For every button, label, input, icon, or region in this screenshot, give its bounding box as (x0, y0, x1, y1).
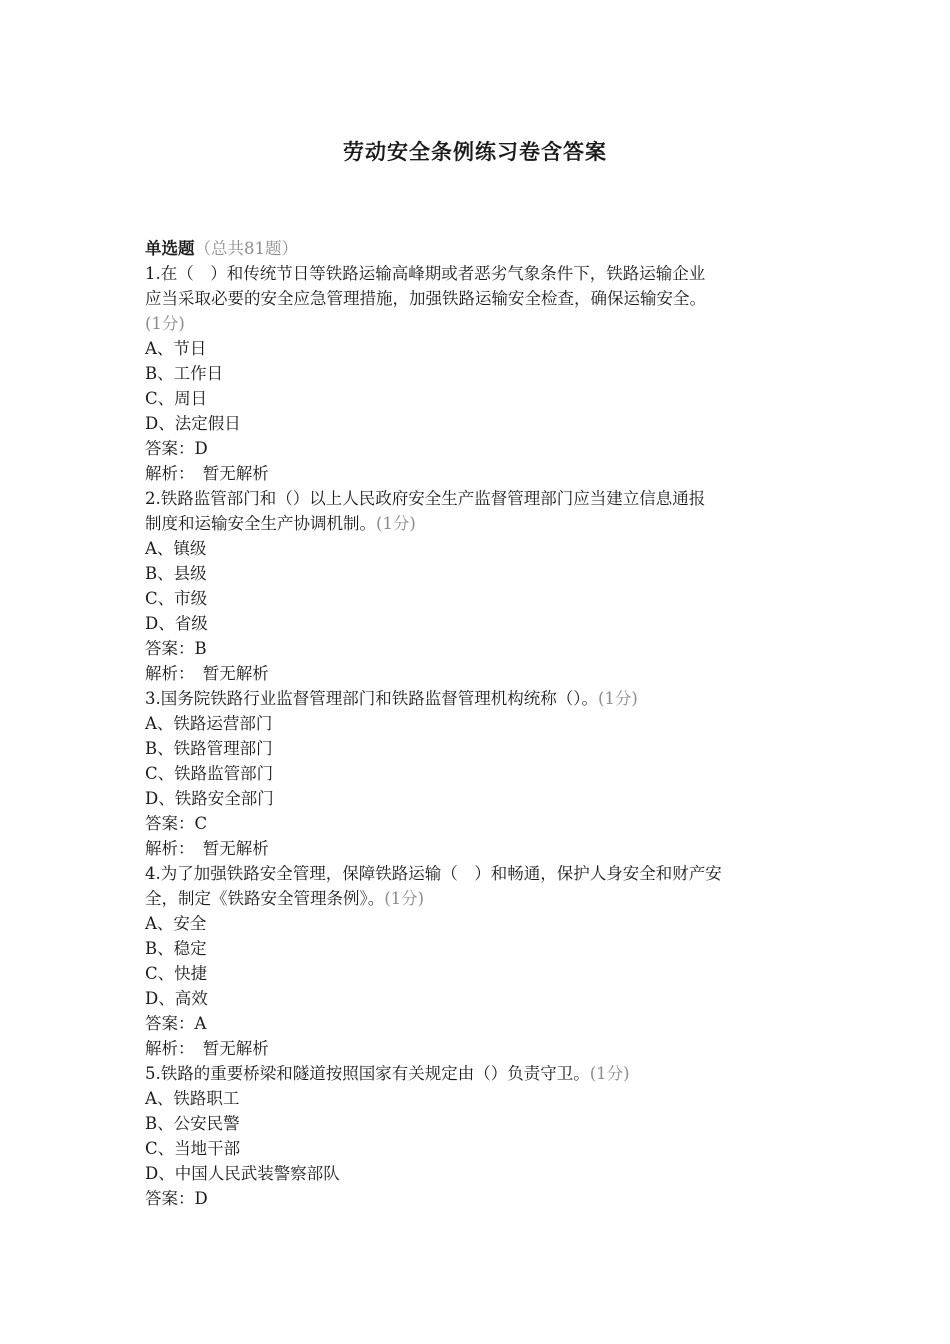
question-stem-line (145, 286, 813, 311)
question-stem-text: 全，制定《铁路安全管理条例》。 (145, 889, 385, 908)
document-title: 劳动安全条例练习卷含答案 (343, 139, 607, 164)
question-stem-text: 3.国务院铁路行业监督管理部门和铁路监督管理机构统称（）。 (145, 689, 598, 708)
question-stem-line (145, 686, 813, 711)
question-score: (1分) (384, 889, 425, 908)
question-stem-text: 1.在（ ）和传统节日等铁路运输高峰期或者恶劣气象条件下，铁路运输企业 (145, 264, 706, 283)
question-3 (145, 686, 813, 861)
answer-analysis: 解析： 暂无解析 (145, 464, 269, 483)
answer-analysis: 解析： 暂无解析 (145, 1039, 269, 1058)
question-stem-line (145, 861, 813, 886)
answer-key: 答案：C (145, 814, 208, 833)
question-score: (1分) (145, 314, 185, 333)
answer-option: C、快捷 (145, 964, 208, 983)
answer-option: B、公安民警 (145, 1114, 240, 1133)
answer-key: 答案：D (145, 1189, 208, 1208)
questions-container (145, 261, 813, 1211)
question-score: (1分) (598, 689, 638, 708)
answer-option: D、中国人民武装警察部队 (145, 1164, 340, 1183)
answer-key: 答案：A (145, 1014, 207, 1033)
answer-option: A、铁路职工 (145, 1089, 240, 1108)
question-2 (145, 486, 813, 686)
question-stem-text: 4.为了加强铁路安全管理，保障铁路运输（ ）和畅通，保护人身安全和财产安 (145, 864, 722, 883)
question-stem-line (145, 261, 813, 286)
answer-analysis: 解析： 暂无解析 (145, 839, 269, 858)
answer-option: D、铁路安全部门 (145, 789, 274, 808)
question-1 (145, 261, 813, 486)
question-stem-text: 应当采取必要的安全应急管理措施，加强铁路运输安全检查，确保运输安全。 (145, 289, 706, 308)
answer-option: B、县级 (145, 564, 207, 583)
question-stem-line (145, 511, 813, 536)
section-heading (145, 236, 813, 261)
answer-option: C、当地干部 (145, 1139, 241, 1158)
answer-analysis: 解析： 暂无解析 (145, 664, 269, 683)
answer-option: B、铁路管理部门 (145, 739, 273, 758)
question-stem-line (145, 886, 813, 911)
answer-option: C、铁路监管部门 (145, 764, 274, 783)
question-5 (145, 1061, 813, 1211)
question-stem-text: 5.铁路的重要桥梁和隧道按照国家有关规定由（）负责守卫。 (145, 1064, 590, 1083)
question-stem-text: 制度和运输安全生产协调机制。 (145, 514, 376, 533)
question-stem-line (145, 486, 813, 511)
section-label: 单选题 (145, 239, 195, 258)
question-stem-line (145, 1061, 813, 1086)
answer-option: A、节日 (145, 339, 207, 358)
answer-option: D、高效 (145, 989, 208, 1008)
question-score: (1分) (589, 1064, 630, 1083)
question-stem-text: 2.铁路监管部门和（）以上人民政府安全生产监督管理部门应当建立信息通报 (145, 489, 706, 508)
question-list (145, 236, 813, 1211)
question-4 (145, 861, 813, 1061)
answer-option: D、省级 (145, 614, 208, 633)
answer-option: C、周日 (145, 389, 208, 408)
answer-option: B、稳定 (145, 939, 207, 958)
answer-option: C、市级 (145, 589, 208, 608)
answer-option: A、安全 (145, 914, 207, 933)
question-score: (1分) (376, 514, 416, 533)
section-count-note: （总共81题） (194, 239, 298, 258)
answer-option: A、镇级 (145, 539, 207, 558)
answer-option: A、铁路运营部门 (145, 714, 273, 733)
answer-option: D、法定假日 (145, 414, 241, 433)
answer-option: B、工作日 (145, 364, 224, 383)
answer-key: 答案：B (145, 639, 207, 658)
answer-key: 答案：D (145, 439, 208, 458)
